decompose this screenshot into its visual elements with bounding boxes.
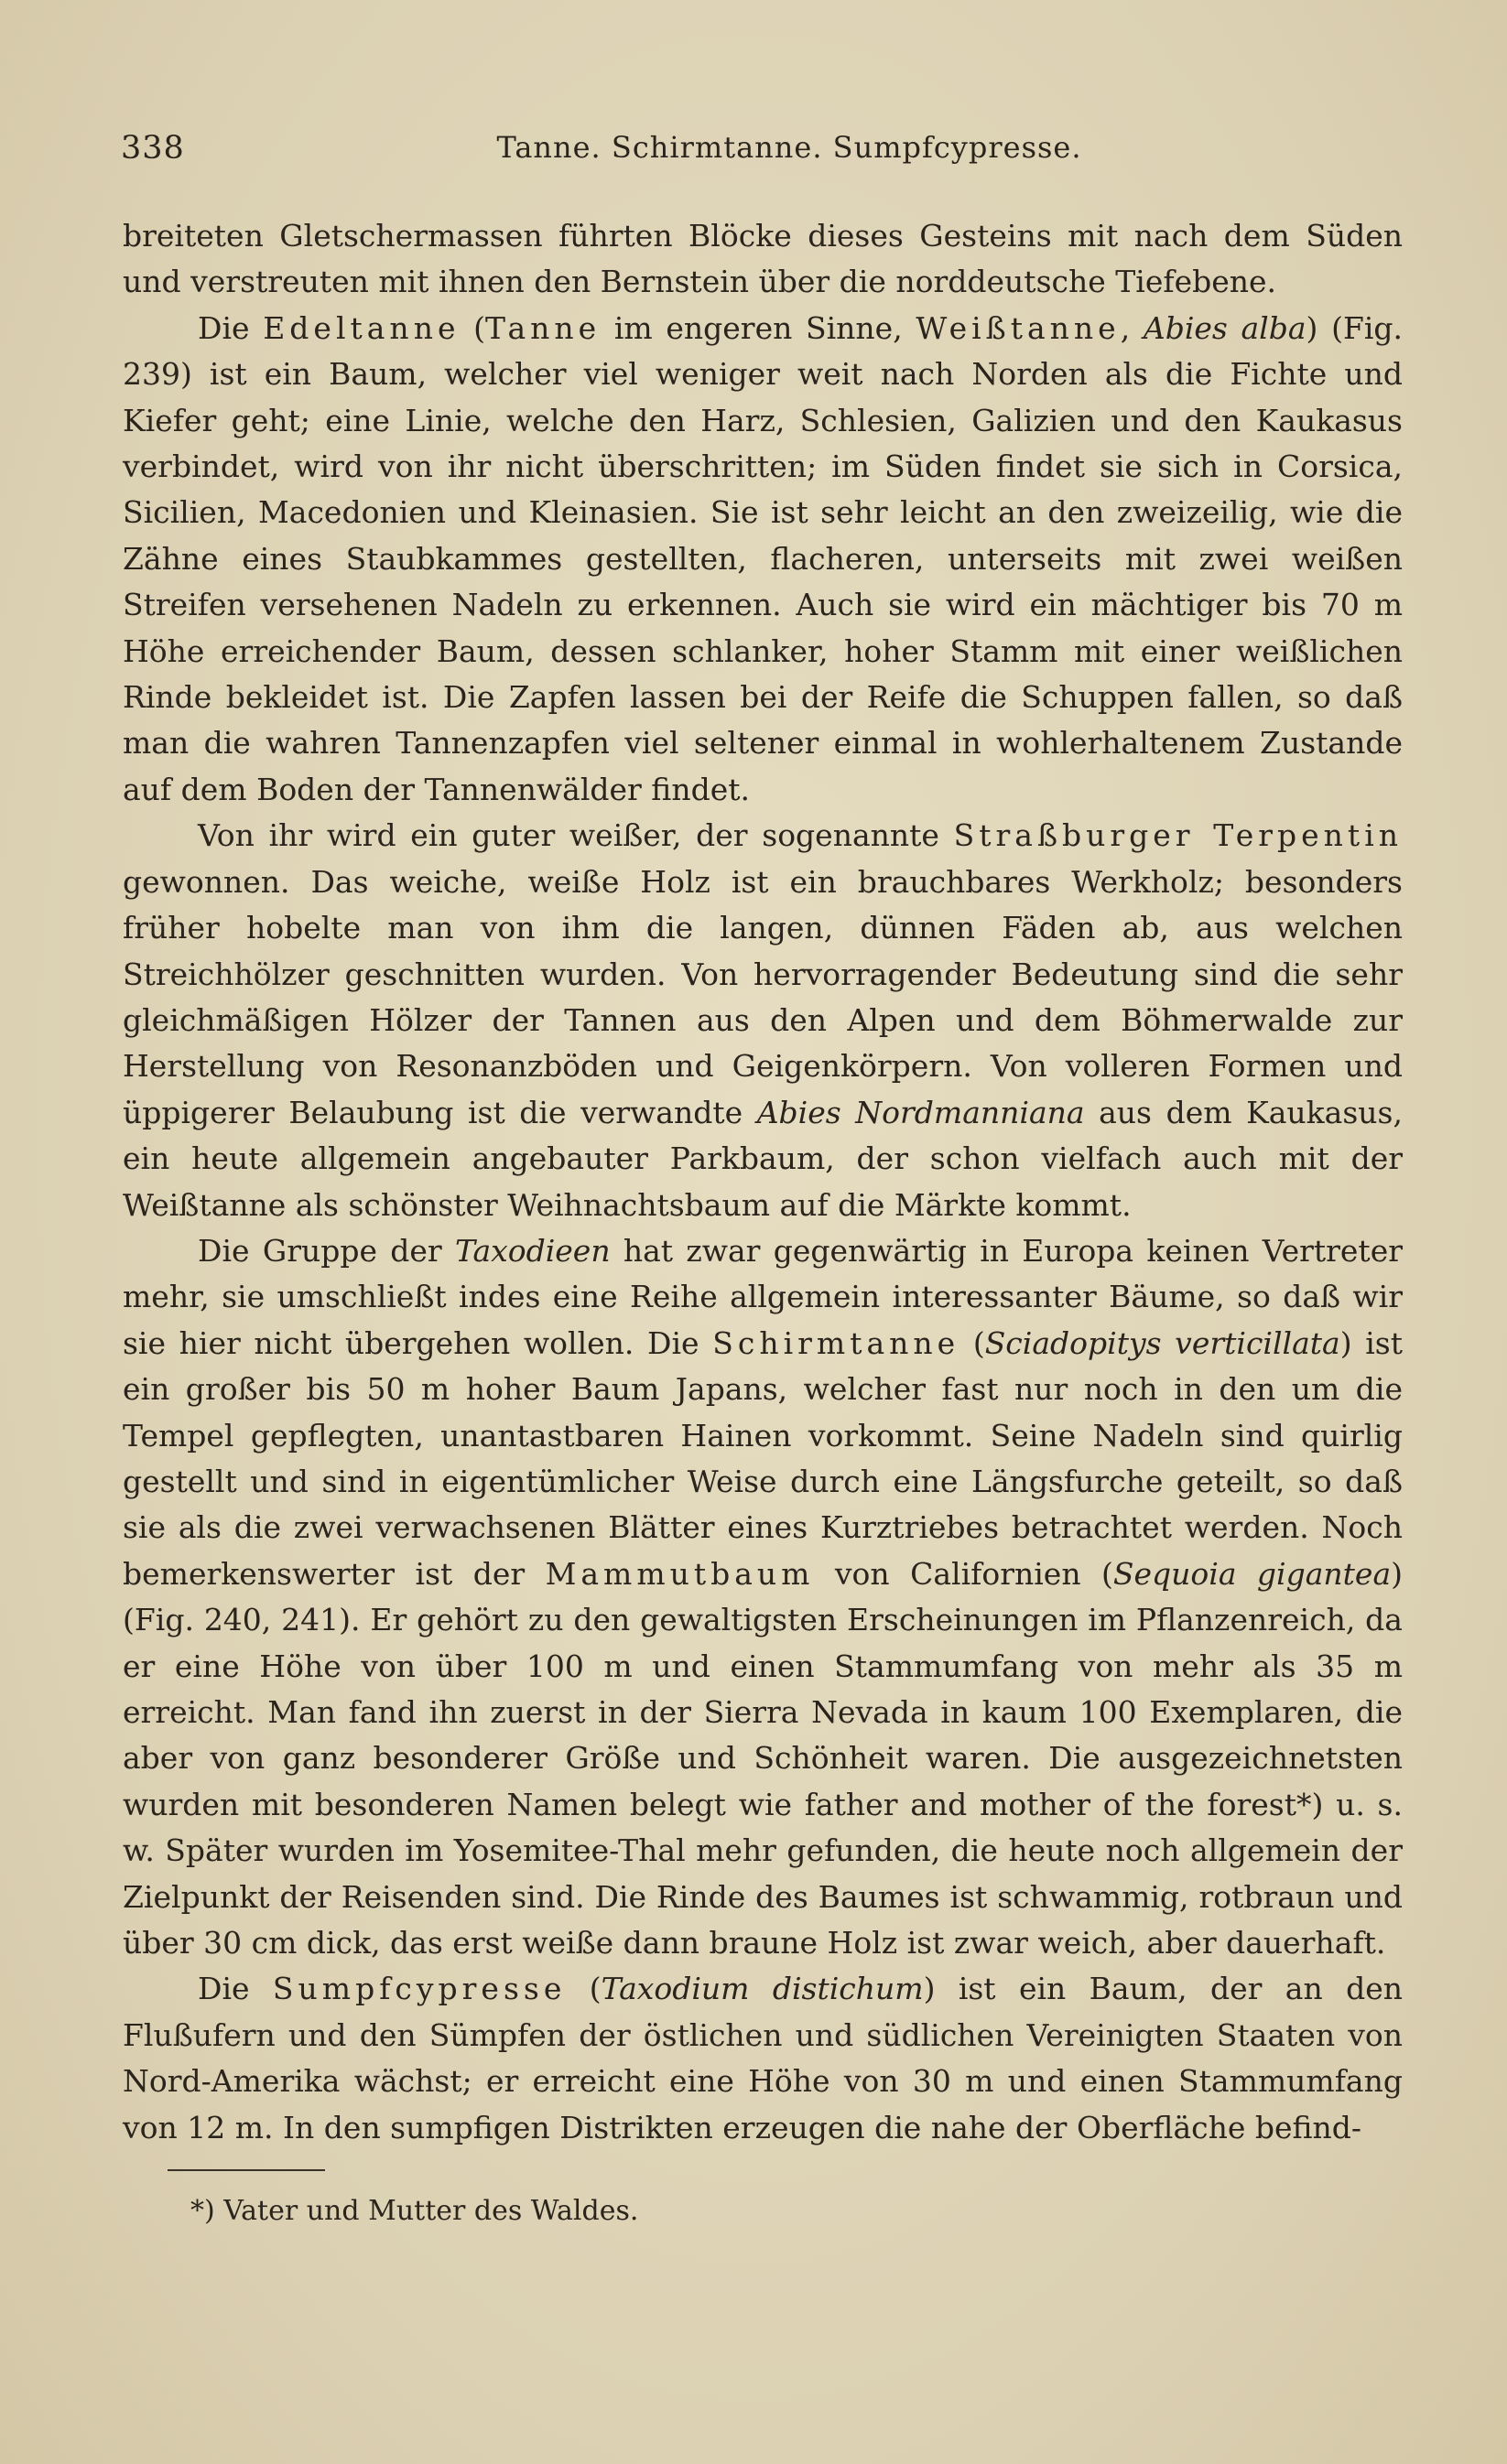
latin-name: Sciadopitys verticillata — [984, 1324, 1340, 1361]
emphasized-term: Tanne — [485, 309, 602, 346]
emphasized-term: Sumpfcypresse — [272, 1971, 567, 2007]
text-run: ) ist ein Baum, der an den Flußufern und den Sümpfen der östlichen und südlichen Vereinigten Staaten von Nord-Amerika wächst; er erreicht eine Höhe von 30 m und einen Stammumfang von 12 m. In den sumpfigen Distrikten erzeugen die nahe der Oberfläche befind- — [123, 1971, 1404, 2145]
emphasized-term: Straßburger Terpentin — [953, 817, 1403, 854]
text-run: von Californien ( — [814, 1555, 1113, 1592]
page-number: 338 — [121, 130, 185, 167]
text-run: aus dem Kaukasus, ein heute allgemein angebauter Parkbaum, der schon vielfach auch mit der Weißtanne als schönster Weihnachtsbaum auf die Märkte kommt. — [123, 1094, 1403, 1223]
paragraph — [123, 1966, 1403, 2151]
text-run: Die Gruppe der — [198, 1232, 455, 1269]
text-run: Die — [198, 1971, 273, 2007]
text-run: gewonnen. Das weiche, weiße Holz ist ein brauchbares Werkholz; besonders früher hobelte man von ihm die langen, dünnen Fäden ab, aus welchen Streichhölzer geschnitten wurden. Von hervorragender Bedeutung sind die sehr gleichmäßigen Hölzer der Tannen aus den Alpen und dem Böhmerwalde zur Herstellung von Resonanzböden und Geigenkörpern. Von volleren Formen und üppigerer Belaubung ist die verwandte — [123, 863, 1403, 1130]
emphasized-term: Mammutbaum — [545, 1555, 815, 1592]
paragraph — [123, 213, 1403, 306]
text-run: ( — [566, 1971, 602, 2007]
text-run: hat zwar gegenwärtig in Europa keinen Vertreter mehr, sie umschließt indes eine Reihe allgemein interessanter Bäume, so daß wir sie hier nicht übergehen wollen. Die — [123, 1232, 1404, 1361]
text-run: , — [1120, 309, 1144, 346]
text-run: ) (Fig. 239) ist ein Baum, welcher viel weniger weit nach Norden als die Fichte und Kiefer geht; eine Linie, welche den Harz, Schlesien, Galizien und den Kaukasus verbindet, wird von ihr nicht überschritten; im Süden findet sie sich in Corsica, Sicilien, Macedonien und Kleinasien. Sie ist sehr leicht an den zweizeilig, wie die Zähne eines Staubkammes gestellten, flacheren, unterseits mit zwei weißen Streifen versehenen Nadeln zu erkennen. Auch sie wird ein mächtiger bis 70 m Höhe erreichender Baum, dessen schlanker, hoher Stamm mit einer weißlichen Rinde bekleidet ist. Die Zapfen lassen bei der Reife die Schuppen fallen, so daß man die wahren Tannenzapfen viel seltener einmal in wohlerhaltenem Zustande auf dem Boden der Tannenwälder findet. — [123, 309, 1404, 807]
paragraph — [123, 813, 1403, 1228]
paragraph — [123, 1228, 1403, 1967]
latin-name: Taxodieen — [455, 1232, 611, 1269]
page-header — [121, 130, 1403, 176]
text-run: breiteten Gletschermassen führten Blöcke dieses Gesteins mit nach dem Süden und verstreuten mit ihnen den Bernstein über die norddeutsche Tiefebene. — [123, 218, 1403, 300]
text-run: ( — [460, 309, 486, 346]
latin-name: Abies Nordmanniana — [756, 1094, 1085, 1130]
latin-name: Sequoia gigantea — [1112, 1555, 1392, 1592]
text-run: ( — [959, 1324, 985, 1361]
running-title: Tanne. Schirmtanne. Sumpfcypresse. — [496, 130, 1082, 165]
emphasized-term: Weißtanne — [916, 309, 1121, 346]
paragraph — [123, 306, 1403, 813]
text-run: Die — [198, 309, 264, 346]
latin-name: Taxodium distichum — [601, 1971, 924, 2007]
footnote-divider — [168, 2169, 325, 2171]
text-run: Von ihr wird ein guter weißer, der sogenannte — [198, 817, 954, 854]
latin-name: Abies alba — [1143, 309, 1306, 346]
text-run: ) (Fig. 240, 241). Er gehört zu den gewaltigsten Erscheinungen im Pflanzenreich, da er eine Höhe von über 100 m und einen Stammumfang von mehr als 35 m erreicht. Man fand ihn zuerst in der Sierra Nevada in kaum 100 Exemplaren, die aber von ganz besonderer Größe und Schönheit waren. Die ausgezeichnetsten wurden mit besonderen Namen belegt wie father and mother of the forest*) u. s. w. Später wurden im Yosemitee-Thal mehr gefunden, die heute noch allgemein der Zielpunkt der Reisenden sind. Die Rinde des Baumes ist schwammig, rotbraun und über 30 cm dick, das erst weiße dann braune Holz ist zwar weich, aber dauerhaft. — [123, 1555, 1404, 1961]
text-run: ) ist ein großer bis 50 m hoher Baum Japans, welcher fast nur noch in den um die Tempel gepflegten, unantastbaren Hainen vorkommt. Seine Nadeln sind quirlig gestellt und sind in eigentümlicher Weise durch eine Längsfurche geteilt, so daß sie als die zwei verwachsenen Blätter eines Kurztriebes betrachtet werden. Noch bemerkenswerter ist der — [123, 1324, 1403, 1592]
text-run: im engeren Sinne, — [601, 309, 916, 346]
body-text — [123, 213, 1403, 2151]
emphasized-term: Schirmtanne — [712, 1324, 960, 1361]
footnote: *) Vater und Mutter des Waldes. — [190, 2195, 639, 2227]
emphasized-term: Edeltanne — [263, 309, 461, 346]
